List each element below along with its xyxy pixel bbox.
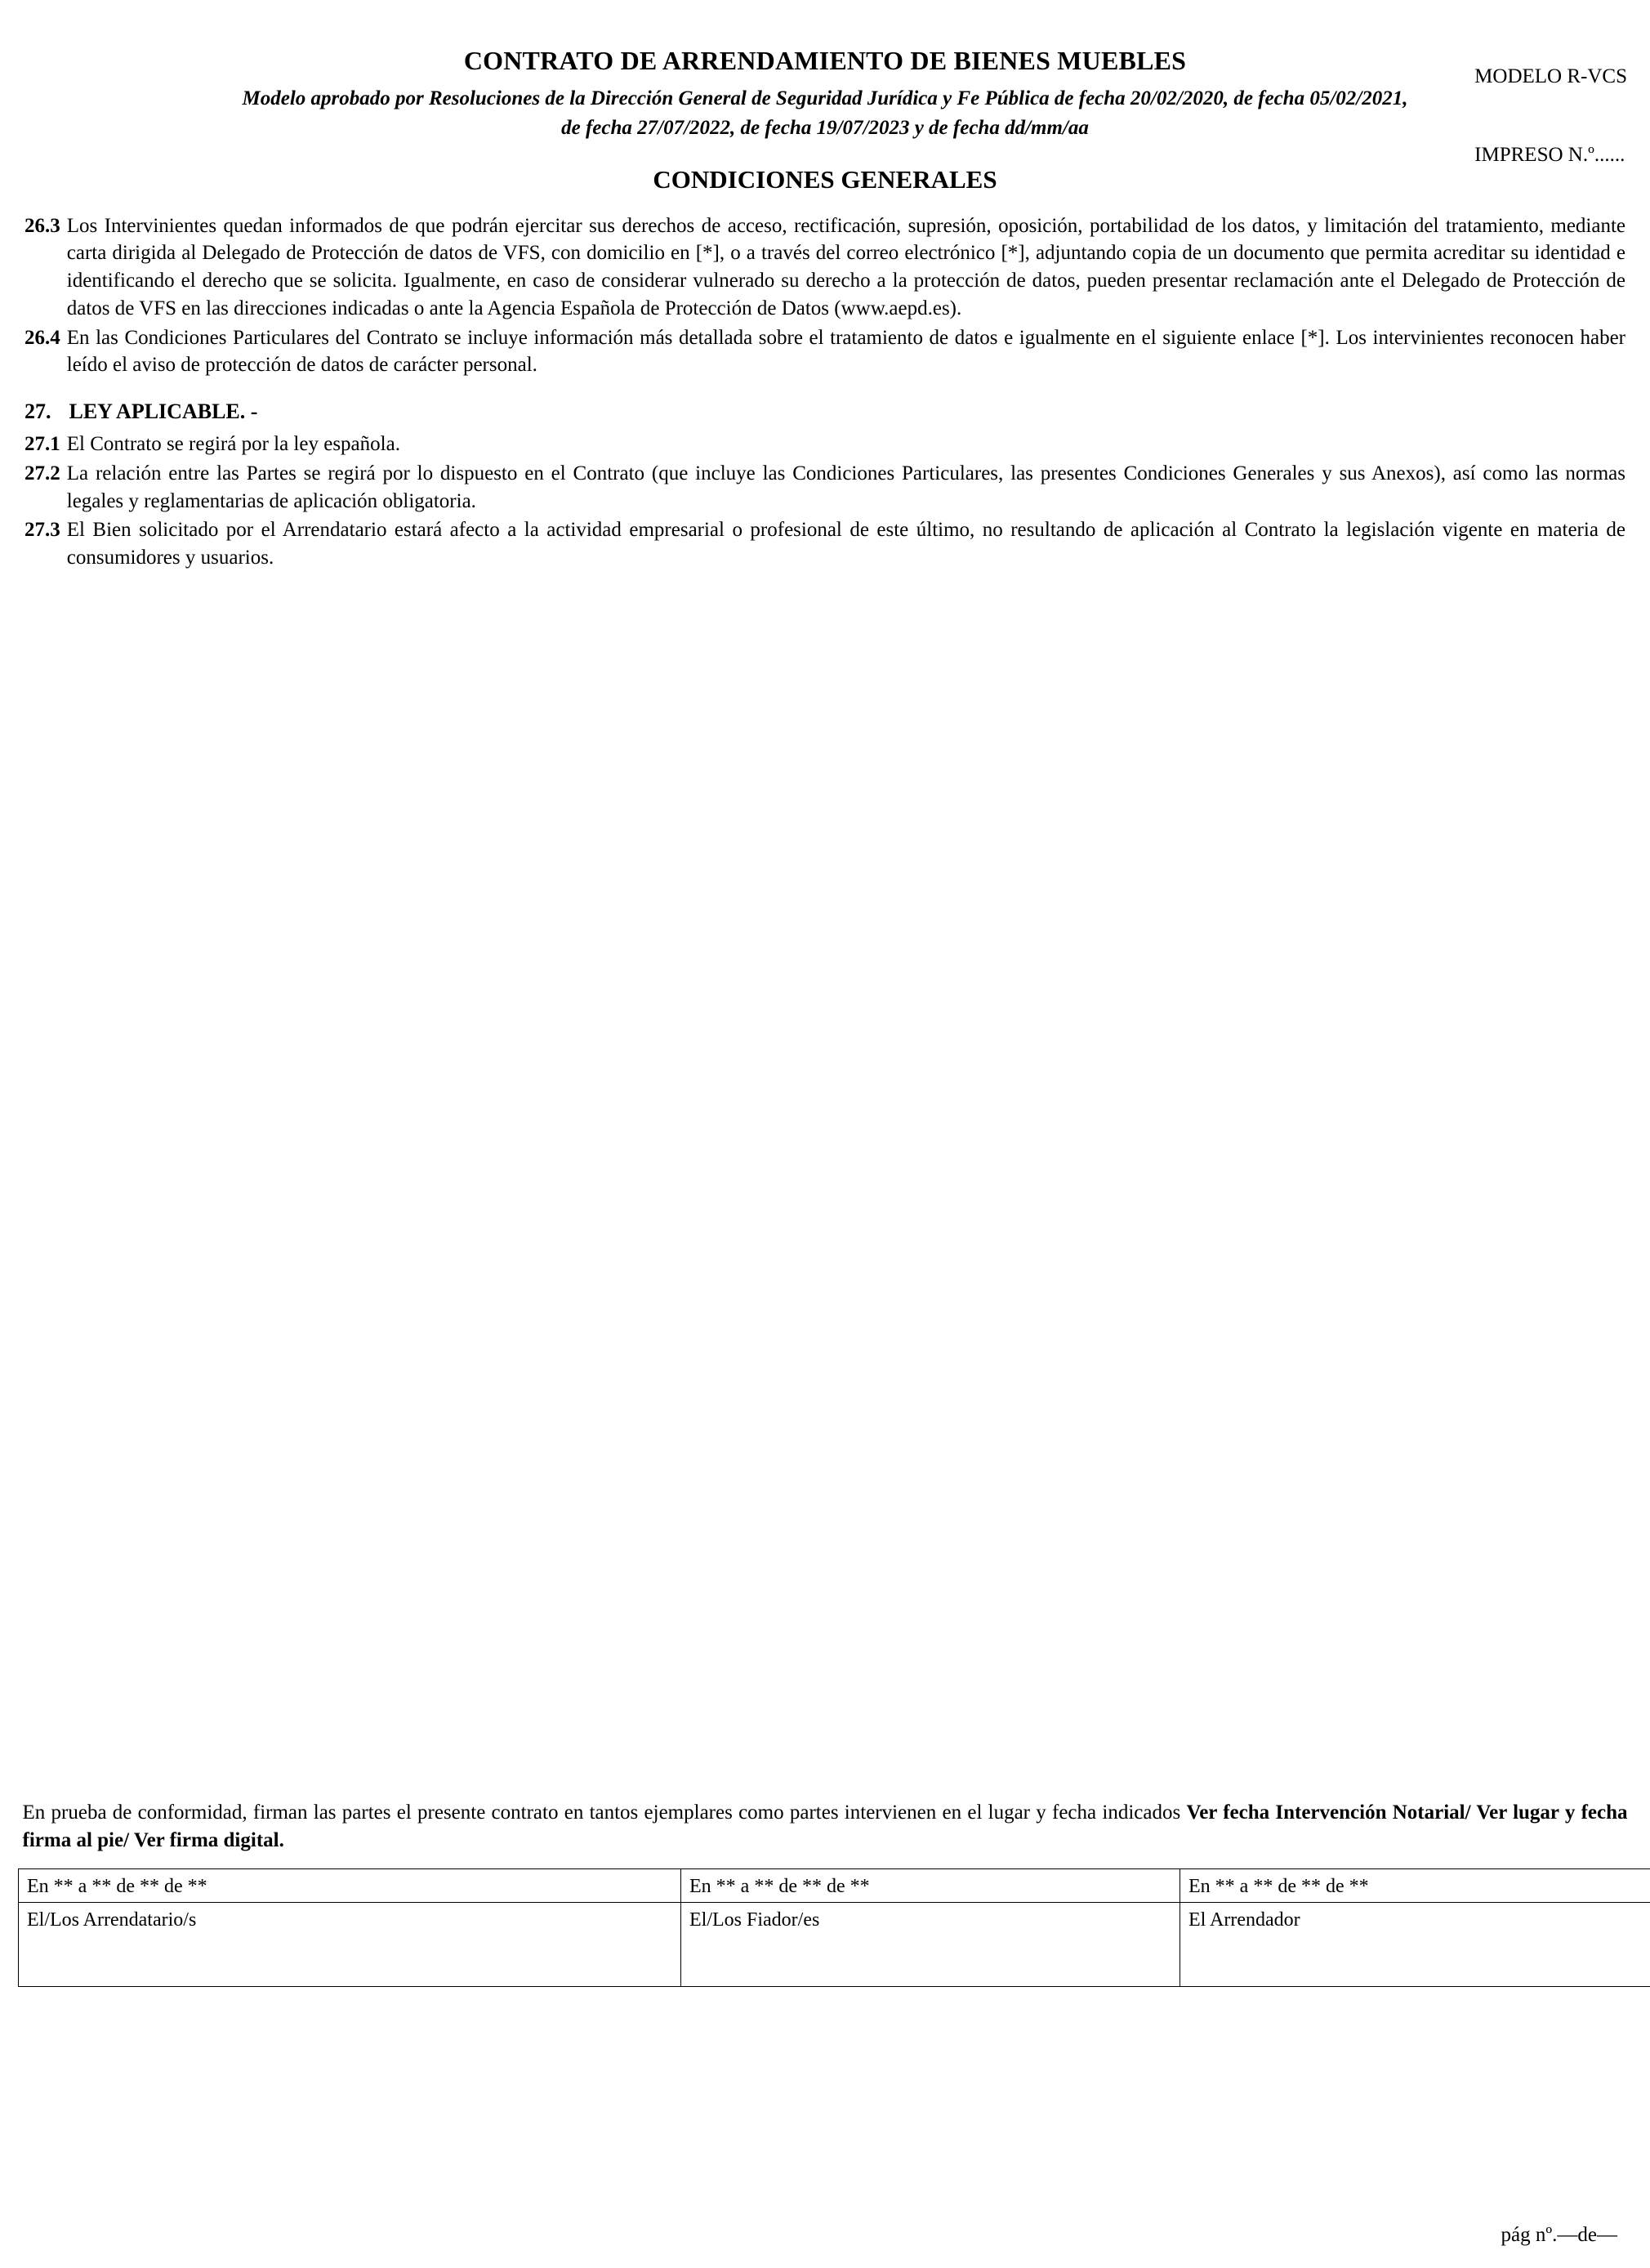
page-whitespace	[18, 574, 1632, 1799]
signature-header-row	[19, 1868, 1650, 1902]
clause-number: 26.3	[25, 214, 60, 237]
section-27-heading	[25, 397, 1625, 426]
closing-text-emphasis: Ver fecha Intervención Notarial/ Ver lugar y fecha firma al pie/ Ver firma digital.	[22, 1801, 1628, 1852]
signature-table	[18, 1868, 1650, 1987]
signature-label-arrendador: El Arrendador	[1180, 1902, 1650, 1986]
clause-number: 27.2	[25, 462, 60, 484]
clause-text: En las Condiciones Particulares del Contrato se incluye información más detallada sobre el tratamiento de datos e igualmente en el siguiente enlace [*]. Los intervinientes reconocen haber leído el aviso de protección de datos de carácter personal.	[66, 326, 1625, 377]
document-subtitle-line-1: Modelo aprobado por Resoluciones de la Dirección General de Seguridad Jurídica y Fe Pública de fecha 20/02/2020, de fecha 05/02/2021,	[242, 87, 1408, 109]
clause-text: El Bien solicitado por el Arrendatario estará afecto a la actividad empresarial o profesional de este último, no resultando de aplicación al Contrato la legislación vigente en materia de consumidores y usuarios.	[66, 519, 1625, 569]
model-reference	[1474, 11, 1627, 221]
closing-text: En prueba de conformidad, firman las partes el presente contrato en tantos ejemplares como partes intervienen en el lugar y fecha indicados	[22, 1801, 1187, 1824]
document-subtitle	[131, 84, 1519, 144]
clause-number: 26.4	[25, 326, 60, 349]
section-27-title: LEY APLICABLE. -	[69, 400, 258, 423]
clause-text: Los Intervinientes quedan informados de que podrán ejercitar sus derechos de acceso, rectificación, supresión, oposición, portabilidad de los datos, y limitación del tratamiento, mediante carta dirigida al Delegado de Protección de datos de VFS, con domicilio en [*], o a través del correo electrónico [*], adjuntando copia de un documento que permita acreditar su identidad e identificando el derecho que se solicita. Igualmente, en caso de considerar vulnerado su derecho a la protección de datos, pueden presentar reclamación ante el Delegado de Protección de datos de VFS en las direcciones indicadas o ante la Agencia Española de Protección de Datos (www.aepd.es).	[66, 214, 1625, 319]
clause-27-1	[25, 431, 1625, 458]
signature-label-arrendatario: El/Los Arrendatario/s	[19, 1902, 681, 1986]
clauses-container	[25, 212, 1625, 572]
signature-body-row	[19, 1902, 1650, 1986]
signature-label-fiador: El/Los Fiador/es	[681, 1902, 1180, 1986]
clause-text: La relación entre las Partes se regirá por lo dispuesto en el Contrato (que incluye las Condiciones Particulares, las presentes Condiciones Generales y sus Anexos), así como las normas legales y reglamentarias de aplicación obligatoria.	[66, 462, 1625, 512]
signature-date-fiador: En ** a ** de ** de **	[681, 1868, 1180, 1902]
section-title: CONDICIONES GENERALES	[653, 164, 997, 194]
model-reference-line-1: MODELO R-VCS	[1474, 65, 1627, 87]
page-number-footer: pág nº.—de—	[1501, 2224, 1617, 2246]
document-subtitle-line-2: de fecha 27/07/2022, de fecha 19/07/2023 y de fecha dd/mm/aa	[561, 117, 1089, 140]
clause-26-3	[25, 212, 1625, 323]
closing-statement	[23, 1799, 1628, 1855]
signature-date-arrendatario: En ** a ** de ** de **	[19, 1868, 681, 1902]
signature-date-arrendador: En ** a ** de ** de **	[1180, 1868, 1650, 1902]
section-27-number: 27.	[25, 400, 51, 423]
clause-text: El Contrato se regirá por la ley española.	[66, 433, 400, 456]
clause-27-2	[25, 460, 1625, 516]
clause-number: 27.1	[25, 433, 60, 456]
clause-number: 27.3	[25, 519, 60, 542]
clause-27-3	[25, 516, 1625, 572]
document-title: CONTRATO DE ARRENDAMIENTO DE BIENES MUEBLES	[463, 46, 1187, 75]
clause-26-4	[25, 324, 1625, 380]
model-reference-line-2: IMPRESO N.º......	[1474, 144, 1625, 166]
